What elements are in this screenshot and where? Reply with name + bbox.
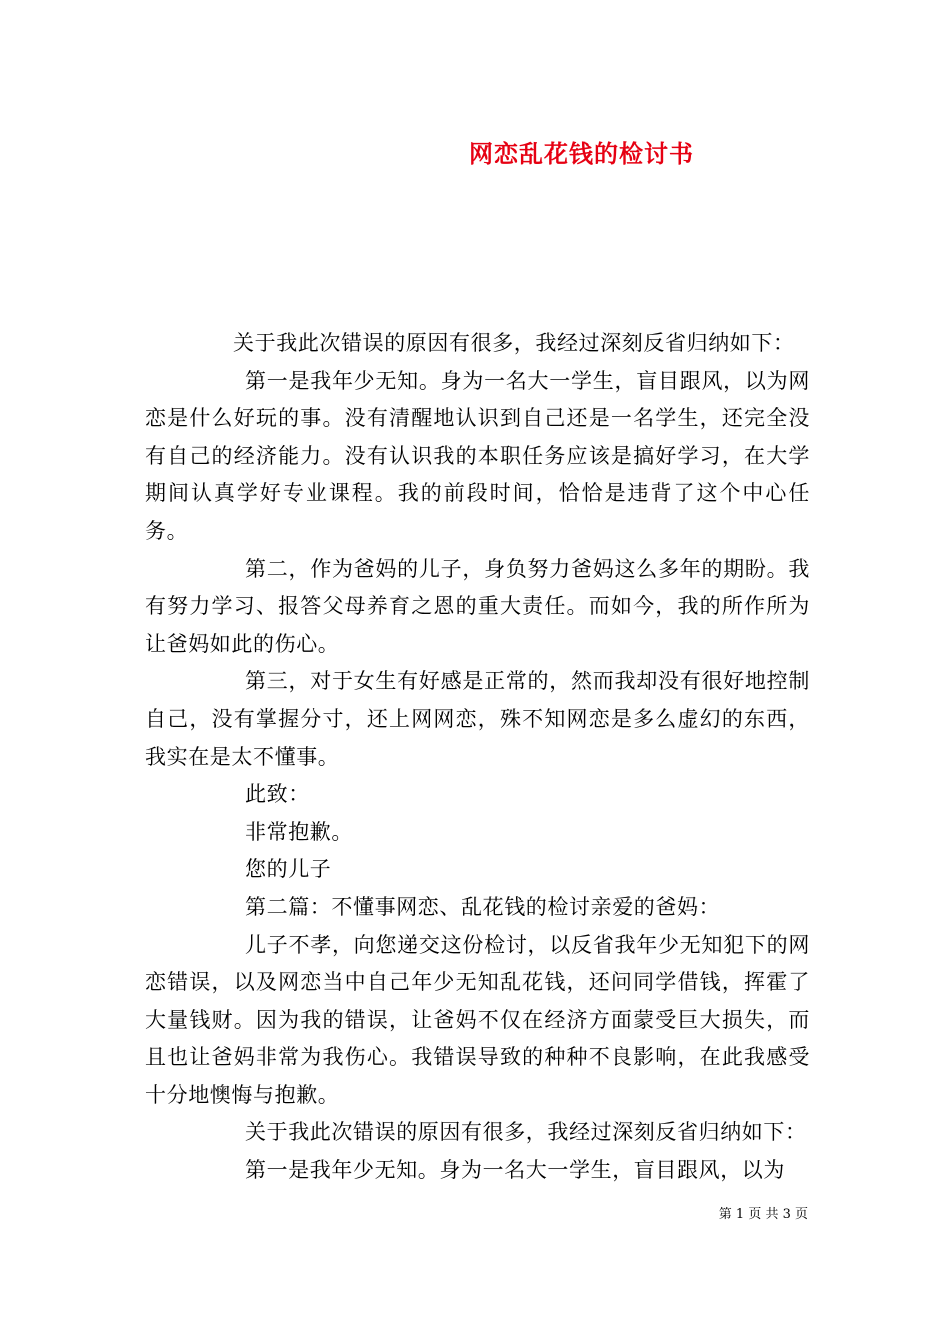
document-body	[145, 325, 810, 1190]
document-title: 网恋乱花钱的检讨书	[469, 139, 694, 168]
page-number-footer: 第 1 页 共 3 页	[718, 1207, 808, 1222]
section-heading-2: 第二篇：不懂事网恋、乱花钱的检讨亲爱的爸妈：	[245, 894, 721, 919]
paragraph-intro: 关于我此次错误的原因有很多，我经过深刻反省归纳如下：	[233, 331, 795, 355]
paragraph-apology-2: 儿子不孝，向您递交这份检讨，以反省我年少无知犯下的网恋错误，以及网恋当中自己年少无知乱花钱，还问同学借钱，挥霍了大量钱财。因为我的错误，让爸妈不仅在经济方面蒙受巨大损失，而且也让爸妈非常为我伤心。我错误导致的种种不良影响，在此我感受十分地懊悔与抱歉。	[145, 932, 810, 1107]
paragraph-reason-1: 第一是我年少无知。身为一名大一学生，盲目跟风，以为网恋是什么好玩的事。没有清醒地认识到自己还是一名学生，还完全没有自己的经济能力。没有认识我的本职任务应该是搞好学习，在大学期间认真学好专业课程。我的前段时间，恰恰是违背了这个中心任务。	[145, 368, 810, 543]
closing-salutation: 此致：	[245, 782, 310, 807]
closing-signature: 您的儿子	[245, 857, 332, 882]
paragraph-intro-2: 关于我此次错误的原因有很多，我经过深刻反省归纳如下：	[245, 1120, 807, 1145]
paragraph-reason-3: 第三，对于女生有好感是正常的，然而我却没有很好地控制自己，没有掌握分寸，还上网网恋，殊不知网恋是多么虚幻的东西，我实在是太不懂事。	[145, 669, 810, 769]
paragraph-reason-2: 第二，作为爸妈的儿子，身负努力爸妈这么多年的期盼。我有努力学习、报答父母养育之恩的重大责任。而如今，我的所作所为让爸妈如此的伤心。	[145, 556, 810, 656]
closing-apology: 非常抱歉。	[245, 819, 353, 844]
paragraph-reason-1-continued: 第一是我年少无知。身为一名大一学生，盲目跟风，以为	[245, 1158, 785, 1183]
